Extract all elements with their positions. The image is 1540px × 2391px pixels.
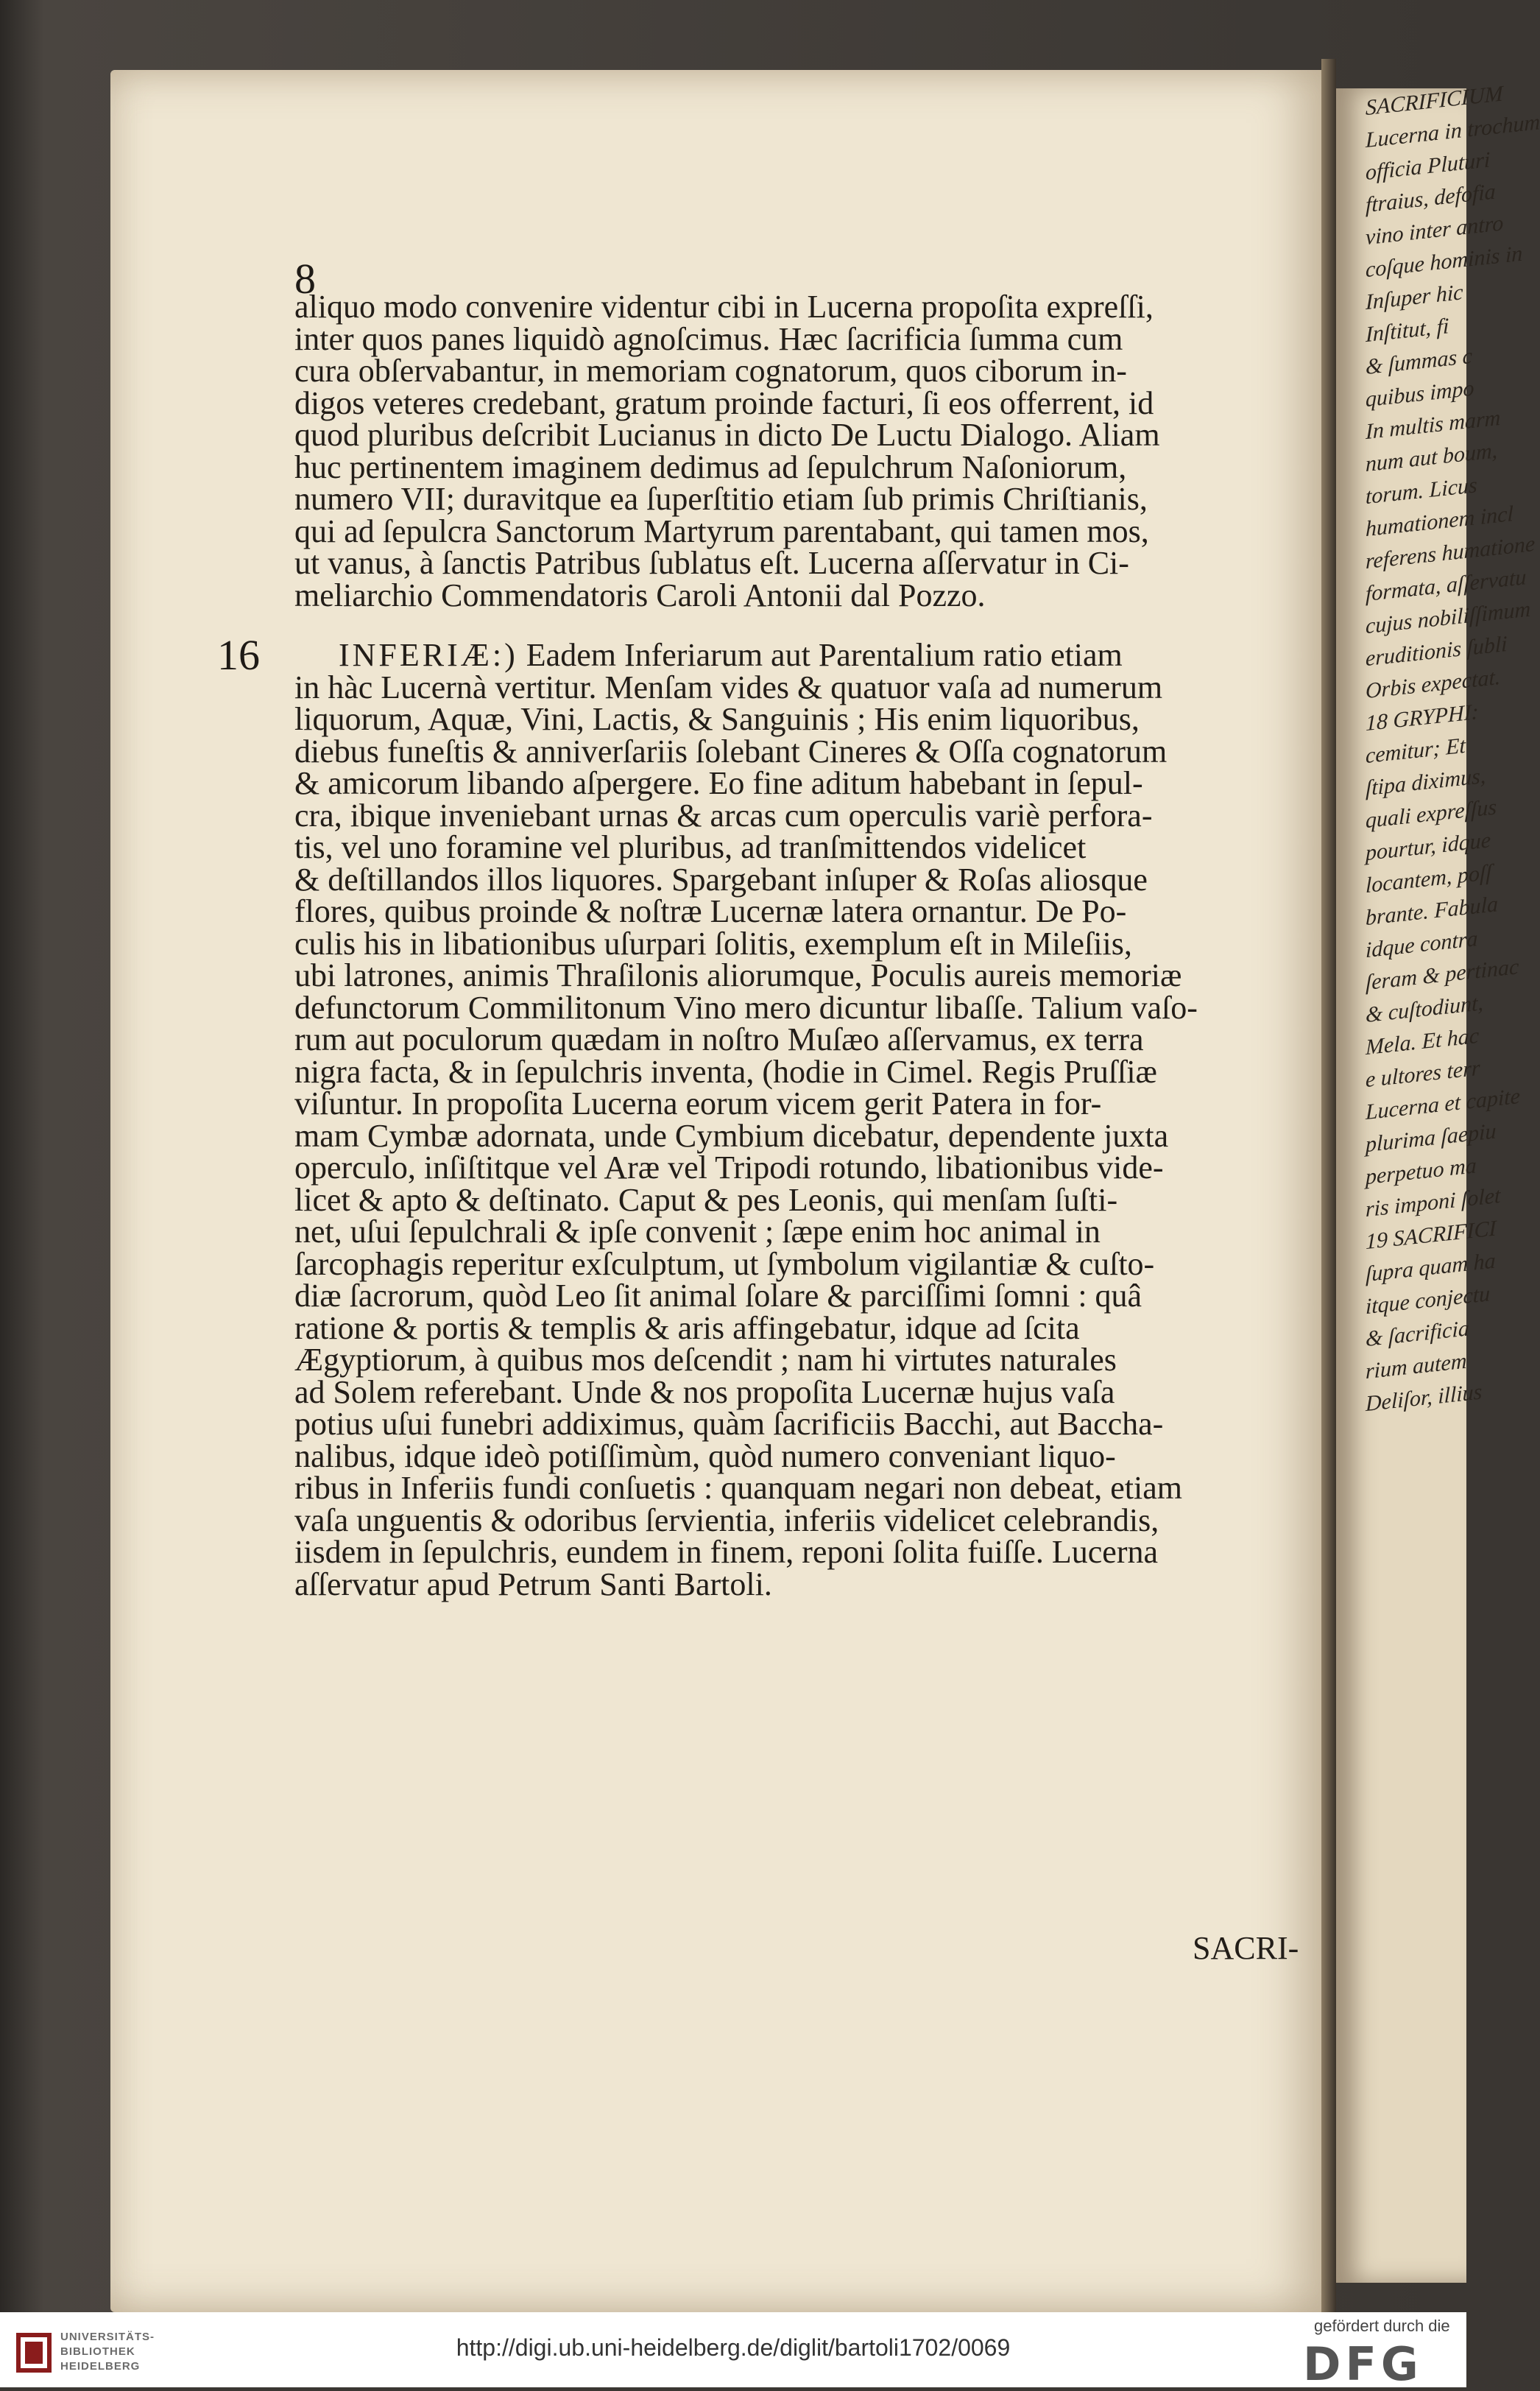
- paragraph-2-line: ratione & portis & templis & aris affingebatur, idque ad ſcita: [294, 1309, 1080, 1346]
- paragraph-2-line: mam Cymbæ adornata, unde Cymbium dicebatur, dependente juxta: [294, 1117, 1169, 1154]
- heading-line-rest: Eadem Inferiarum aut Parentalium ratio etiam: [526, 637, 1123, 673]
- paragraph-2-line: & deſtillandos illos liquores. Spargebant inſuper & Roſas aliosque: [294, 861, 1148, 898]
- page-number: 8: [294, 255, 316, 303]
- facing-page-line: cemitur; Et: [1366, 733, 1466, 769]
- paragraph-2-line: in hàc Lucernà vertitur. Menſam vides & quatuor vaſa ad numerum: [294, 669, 1163, 705]
- paragraph-2-line: viſuntur. In propoſita Lucerna eorum vicem gerit Patera in for-: [294, 1085, 1102, 1121]
- paragraph-2-line: potius uſui funebri addiximus, quàm ſacrificiis Bacchi, aut Baccha-: [294, 1406, 1164, 1442]
- paragraph-1-line: qui ad ſepulcra Sanctorum Martyrum parentabant, qui tamen mos,: [294, 513, 1149, 549]
- facing-page-line: e ultores terr: [1366, 1055, 1480, 1093]
- facing-page-line: torum. Licus: [1366, 473, 1477, 510]
- paragraph-2: [217, 631, 1296, 1602]
- paragraph-2-line: aſſervatur apud Petrum Santi Bartoli.: [294, 1566, 772, 1602]
- facing-page-line: 18 GRYPHI:: [1366, 699, 1479, 736]
- facing-page-line: ris imponi ſolet: [1366, 1183, 1501, 1222]
- facing-page-line: brante. Fabula: [1366, 892, 1498, 931]
- paragraph-1-line: huc pertinentem imaginem dedimus ad ſepulchrum Naſoniorum,: [294, 448, 1127, 485]
- paragraph-2-line: ſarcophagis reperitur exſculptum, ut ſymbolum vigilantiæ & cuſto-: [294, 1245, 1155, 1282]
- facing-page: [1336, 81, 1540, 2283]
- facing-page-line: quibus impo: [1366, 376, 1474, 412]
- facing-page-line: perpetuo ma: [1366, 1153, 1477, 1190]
- section-heading: INFERIÆ:): [339, 637, 518, 673]
- paragraph-2-line: licet & apto & deſtinato. Caput & pes Leonis, qui menſam ſuſti-: [294, 1181, 1118, 1218]
- facing-page-line: quali expreſſus: [1366, 795, 1497, 834]
- university-line-1: UNIVERSITÄTS-: [60, 2331, 155, 2343]
- university-line-2: BIBLIOTHEK: [60, 2345, 135, 2358]
- paragraph-2-line: vaſa unguentis & odoribus ſervientia, inferiis videlicet celebrandis,: [294, 1501, 1159, 1538]
- facing-page-line: Mela. Et hac: [1366, 1023, 1480, 1060]
- paragraph-1-line: inter quos panes liquidò agnoſcimus. Hæc ſacrificia ſumma cum: [294, 320, 1123, 357]
- paragraph-2-line: rum aut poculorum quædam in noſtro Muſæo aſſervamus, ex terra: [294, 1021, 1144, 1057]
- dfg-logo: DFG: [1303, 2337, 1423, 2391]
- paragraph-2-line: iisdem in ſepulchris, eundem in finem, reponi ſolita fuiſſe. Lucerna: [294, 1534, 1159, 1570]
- facing-page-line: cujus nobiliſſimum: [1366, 596, 1531, 639]
- paragraph-2-line: operculo, inſiſtitque vel Aræ vel Tripodi rotundo, libationibus vide-: [294, 1149, 1164, 1186]
- facing-page-line: idque contra: [1366, 926, 1478, 963]
- paragraph-2-line: ubi latrones, animis Thraſilonis aliorumque, Poculis aureis memoriæ: [294, 957, 1182, 993]
- paragraph-2-line: culis his in libationibus uſurpari ſolitis, exemplum eſt in Mileſiis,: [294, 925, 1132, 962]
- paragraph-1-line: numero VII; duravitque ea ſuperſtitio etiam ſub primis Chriſtianis,: [294, 481, 1148, 517]
- paragraph-1-line: cura obſervabantur, in memoriam cognatorum, quos ciborum in-: [294, 353, 1127, 389]
- facing-page-line: vino inter antro: [1366, 211, 1504, 250]
- paragraph-2-line: flores, quibus proinde & noſtræ Lucernæ latera ornantur. De Po-: [294, 893, 1127, 929]
- facing-page-line: Inſtitut, fi: [1366, 314, 1449, 348]
- facing-page-line: rium autem: [1366, 1348, 1467, 1384]
- facing-page-line: pourtur, idque: [1366, 828, 1491, 866]
- facing-page-line: ſupra quam ha: [1366, 1248, 1496, 1287]
- paragraph-1-line: meliarchio Commendatoris Caroli Antonii dal Pozzo.: [294, 577, 986, 613]
- facing-page-line: Orbis expectat.: [1366, 664, 1501, 704]
- facing-page-line: referens humatione: [1366, 531, 1536, 574]
- paragraph-2-line: diebus funeſtis & anniverſariis ſolebant Cineres & Oſſa cognatorum: [294, 733, 1168, 770]
- facing-page-line: & ſummas c: [1366, 343, 1472, 380]
- funding-credit: gefördert durch die: [1314, 2317, 1450, 2335]
- paragraph-1-line: ut vanus, à ſanctis Patribus ſublatus eſt. Lucerna aſſervatur in Ci-: [294, 545, 1129, 581]
- facing-page-line: & ſacrificia: [1366, 1316, 1469, 1352]
- footer-bar: [0, 2312, 1466, 2391]
- facing-page-line: 19 SACRIFICI: [1366, 1216, 1497, 1255]
- paragraph-2-line: liquorum, Aquæ, Vini, Lactis, & Sanguinis ; His enim liquoribus,: [294, 701, 1140, 737]
- facing-page-line: Lucerna et capite: [1366, 1084, 1520, 1125]
- paragraph-2-line: diæ ſacrorum, quòd Leo ſit animal ſolare & parciſſimi ſomni : quâ: [294, 1278, 1142, 1314]
- book-gutter: [1321, 59, 1336, 2312]
- facing-page-line: ſeram & pertinac: [1366, 954, 1519, 996]
- catchword: SACRI-: [1193, 1930, 1299, 1966]
- paragraph-2-line: nigra facta, & in ſepulchris inventa, (hodie in Cimel. Regis Pruſſiæ: [294, 1053, 1157, 1090]
- paragraph-2-line: & amicorum libando aſpergere. Eo fine aditum habebant in ſepul-: [294, 765, 1143, 801]
- paragraph-2-line: defunctorum Commilitonum Vino mero dicuntur libaſſe. Talium vaſo-: [294, 989, 1198, 1026]
- facing-page-line: formata, aſſervatu: [1366, 565, 1527, 607]
- paragraph-2-line: ad Solem referebant. Unde & nos propoſita Lucernæ hujus vaſa: [294, 1373, 1115, 1410]
- facing-page-line: humationem incl: [1366, 501, 1513, 542]
- paragraph-2-line: net, uſui ſepulchrali & ipſe convenit ; ſæpe enim hoc animal in: [294, 1214, 1101, 1250]
- margin-number: 16: [217, 631, 260, 679]
- body-text: [217, 289, 1296, 1602]
- facing-page-line: ftraius, defofia: [1366, 179, 1496, 218]
- paragraph-2-line: ribus in Inferiis fundi conſuetis : quanquam negari non debeat, etiam: [294, 1470, 1183, 1506]
- facing-page-line: Deliſor, illius: [1366, 1379, 1483, 1417]
- facing-page-line: Inſuper hic: [1366, 280, 1463, 315]
- facing-page-line: plurima ſaepiu: [1366, 1119, 1497, 1158]
- facing-page-line: ſtipa diximus,: [1366, 763, 1486, 801]
- facing-page-line: itque conjectu: [1366, 1281, 1491, 1320]
- facing-page-line: eruditionis ſubli: [1366, 631, 1508, 672]
- facing-page-line: coſque hominis in: [1366, 241, 1523, 283]
- paragraph-2-line: Ægyptiorum, à quibus mos deſcendit ; nam hi virtutes naturales: [294, 1342, 1117, 1378]
- facing-page-line: officia Pluturi: [1366, 147, 1491, 186]
- facing-page-line: In multis marm: [1366, 405, 1501, 445]
- facing-page-line: & cuſtodiunt,: [1366, 990, 1483, 1028]
- paragraph-1-line: quod pluribus deſcribit Lucianus in dicto De Luctu Dialogo. Aliam: [294, 417, 1160, 453]
- page-url[interactable]: http://digi.ub.uni-heidelberg.de/diglit/bartoli1702/0069: [456, 2334, 1011, 2361]
- paragraph-1-line: aliquo modo convenire videntur cibi in Lucerna propoſita expreſſi,: [294, 289, 1154, 325]
- paragraph-2-line: cra, ibique inveniebant urnas & arcas cum operculis variè perfora-: [294, 797, 1153, 834]
- facing-page-line: locantem, poſſ: [1366, 860, 1492, 898]
- facing-page-line: Lucerna in trochum: [1366, 110, 1540, 153]
- paragraph-2-line: tis, vel uno foramine vel pluribus, ad tranſmittendos videlicet: [294, 829, 1087, 865]
- facing-page-line: num aut boum,: [1366, 438, 1498, 477]
- university-line-3: HEIDELBERG: [60, 2360, 141, 2373]
- paragraph-1-line: digos veteres credebant, gratum proinde facturi, ſi eos offerrent, id: [294, 384, 1154, 421]
- paragraph-2-line: nalibus, idque ideò potiſſimùm, quòd numero conveniant liquo-: [294, 1437, 1116, 1474]
- paragraph-1: [294, 291, 1296, 611]
- paragraph-2-lines: [294, 669, 1198, 1602]
- facing-page-line: SACRIFICIUM: [1366, 81, 1503, 121]
